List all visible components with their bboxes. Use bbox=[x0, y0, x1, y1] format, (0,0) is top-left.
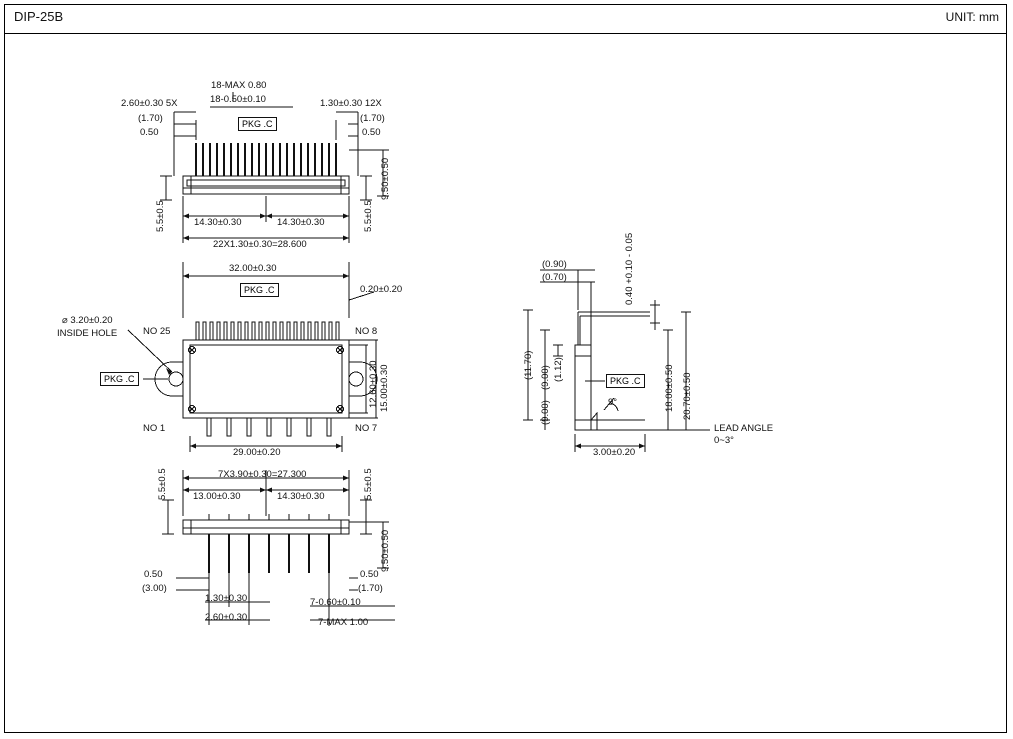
part-number-label: DIP-25B bbox=[14, 9, 64, 24]
label-right-pitch: 1.30±0.30 12X bbox=[320, 98, 382, 109]
label-plan-height-inner: 12.60±0.30 bbox=[368, 360, 379, 408]
pkg-c-control-frame-front: PKG .C bbox=[238, 117, 277, 131]
label-left-small: 0.50 bbox=[140, 127, 159, 138]
label-side-h2070: 20.70±0.50 bbox=[682, 372, 693, 420]
label-no-25: NO 25 bbox=[143, 326, 171, 337]
label-side-top-2: (0.70) bbox=[542, 272, 567, 283]
label-bottom-body-height: 9.50±0.50 bbox=[380, 529, 391, 572]
label-side-h112: (1.12) bbox=[553, 357, 564, 382]
label-no-7: NO 7 bbox=[355, 423, 378, 434]
label-plan-width: 32.00±0.30 bbox=[229, 263, 277, 274]
pkg-c-control-frame-plan-left: PKG .C bbox=[100, 372, 139, 386]
label-no-8: NO 8 bbox=[355, 326, 378, 337]
label-bottom-pitch-1: 1.30±0.30 bbox=[205, 593, 248, 604]
unit-label: UNIT: mm bbox=[945, 10, 999, 24]
label-bottom-dim-right: 14.30±0.30 bbox=[277, 491, 325, 502]
label-lead-angle: LEAD ANGLE bbox=[714, 423, 774, 434]
label-18-050: 18-0.50±0.10 bbox=[210, 94, 266, 105]
label-side-h900-a: (9.00) bbox=[540, 365, 551, 390]
label-side-base-width: 3.00±0.20 bbox=[593, 447, 636, 458]
label-bottom-pitch-2: 2.60±0.30 bbox=[205, 612, 248, 623]
label-left-pitch: 2.60±0.30 5X bbox=[121, 98, 178, 109]
pkg-c-control-frame-side: PKG .C bbox=[606, 374, 645, 388]
label-left-height: 5.5±0.5 bbox=[155, 200, 166, 232]
label-dim-right-front: 14.30±0.30 bbox=[277, 217, 325, 228]
label-dim-total-front: 22X1.30±0.30=28.600 bbox=[213, 239, 307, 250]
label-right-depth: (1.70) bbox=[360, 113, 385, 124]
pkg-c-control-frame-plan: PKG .C bbox=[240, 283, 279, 297]
label-flange-thickness: 0.20±0.20 bbox=[360, 284, 403, 295]
label-bottom-right-small-1: 0.50 bbox=[360, 569, 379, 580]
label-lead-angle-range: 0~3° bbox=[714, 435, 734, 446]
label-left-depth: (1.70) bbox=[138, 113, 163, 124]
label-side-h1170: (11.70) bbox=[523, 350, 534, 380]
label-side-h900-b: (9.00) bbox=[540, 400, 551, 425]
label-bottom-right-small-2: (1.70) bbox=[358, 583, 383, 594]
label-right-small: 0.50 bbox=[362, 127, 381, 138]
label-side-angle: 9° bbox=[608, 397, 618, 408]
label-right-height: 5.5±0.5 bbox=[363, 200, 374, 232]
label-hole-diameter: ⌀ 3.20±0.20 bbox=[62, 315, 113, 326]
label-no-1: NO 1 bbox=[143, 423, 166, 434]
label-body-height-front: 9.50±0.50 bbox=[380, 157, 391, 200]
label-side-h1800: 18.00±0.50 bbox=[664, 364, 675, 412]
label-bottom-lead-width: 7-0.60±0.10 bbox=[310, 597, 361, 608]
label-bottom-pitch-total: 7X3.90±0.30=27.300 bbox=[218, 469, 307, 480]
label-bottom-left-height: 5.5±0.5 bbox=[157, 468, 168, 500]
label-bottom-lead-max: 7-MAX 1.00 bbox=[318, 617, 369, 628]
label-side-top-1: (0.90) bbox=[542, 259, 567, 270]
label-bottom-left-small-2: (3.00) bbox=[142, 583, 167, 594]
label-bottom-dim-left: 13.00±0.30 bbox=[193, 491, 241, 502]
label-plan-height-outer: 15.00±0.30 bbox=[379, 364, 390, 412]
label-side-lead-thickness: 0.40 +0.10 - 0.05 bbox=[624, 232, 635, 305]
label-dim-left-front: 14.30±0.30 bbox=[194, 217, 242, 228]
label-bottom-right-height: 5.5±0.5 bbox=[363, 468, 374, 500]
label-inside-hole: INSIDE HOLE bbox=[57, 328, 118, 339]
label-bottom-left-small-1: 0.50 bbox=[144, 569, 163, 580]
label-plan-bottom-width: 29.00±0.20 bbox=[233, 447, 281, 458]
label-18-max-080: 18-MAX 0.80 bbox=[211, 80, 267, 91]
